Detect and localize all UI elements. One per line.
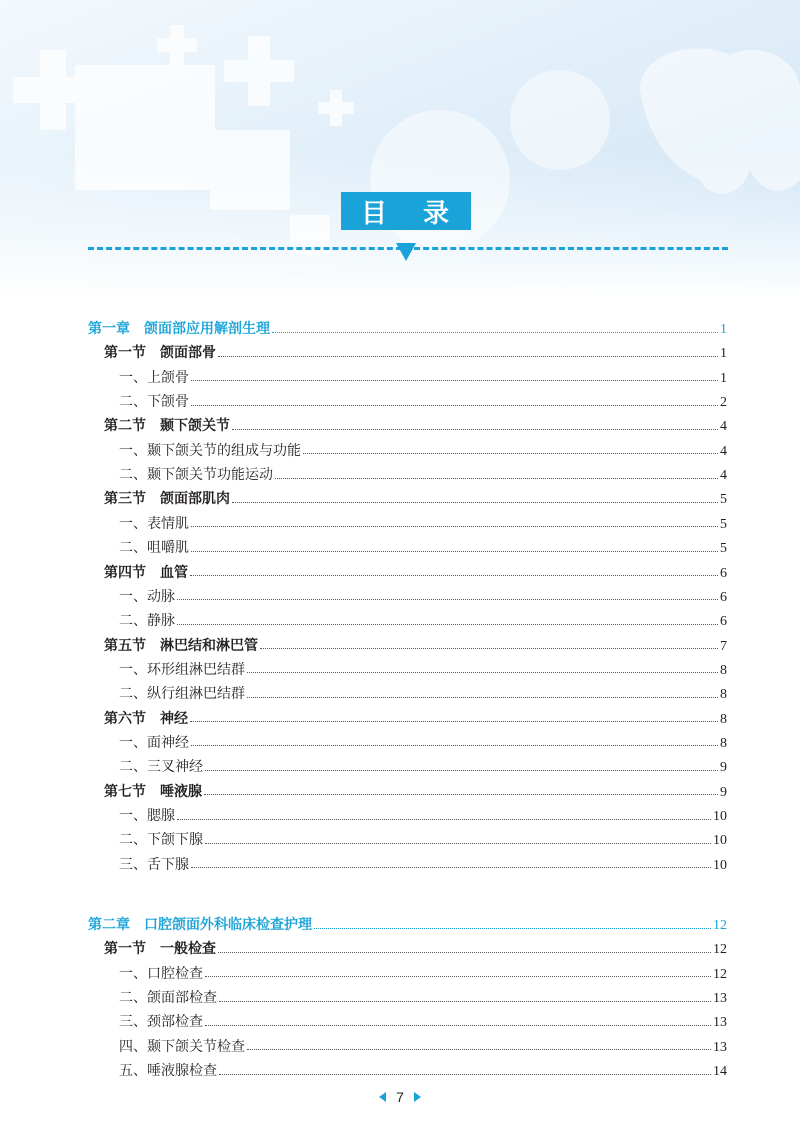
dot-leader <box>303 453 718 454</box>
toc-entry-page: 5 <box>720 492 727 508</box>
toc-entry-label: 二、下颌下腺 <box>119 832 203 849</box>
previous-page-icon[interactable] <box>379 1092 386 1102</box>
toc-entry-label: 第七节 唾液腺 <box>104 783 202 800</box>
toc-section-entry[interactable] <box>104 342 727 364</box>
toc-entry-page: 13 <box>713 991 727 1007</box>
toc-item-entry[interactable] <box>119 963 727 985</box>
toc-entry-page: 10 <box>713 833 727 849</box>
dot-leader <box>232 502 718 503</box>
toc-entry-label: 二、咀嚼肌 <box>119 540 189 557</box>
toc-item-entry[interactable] <box>119 987 727 1009</box>
dot-leader <box>205 843 711 844</box>
toc-chapter-entry[interactable] <box>88 318 727 340</box>
dot-leader <box>272 332 718 333</box>
page-number: 7 <box>396 1089 404 1105</box>
toc-entry-label: 第一节 颌面部骨 <box>104 345 216 362</box>
dot-leader <box>177 819 711 820</box>
dot-leader <box>247 672 718 673</box>
toc-entry-label: 一、上颌骨 <box>119 369 189 386</box>
dot-leader <box>205 976 711 977</box>
dot-leader <box>247 1049 711 1050</box>
toc-entry-page: 9 <box>720 784 727 800</box>
toc-title <box>341 192 471 230</box>
toc-entry-label: 二、静脉 <box>119 613 175 630</box>
toc-entry-label: 第三节 颌面部肌肉 <box>104 491 230 508</box>
dot-leader <box>205 1025 711 1026</box>
dot-leader <box>232 429 718 430</box>
toc-item-entry[interactable] <box>119 391 727 413</box>
toc-item-entry[interactable] <box>119 683 727 705</box>
toc-entry-page: 8 <box>720 735 727 751</box>
toc-entry-label: 二、三叉神经 <box>119 759 203 776</box>
dot-leader <box>218 952 711 953</box>
toc-entry-label: 三、颈部检查 <box>119 1014 203 1031</box>
dot-leader <box>190 575 718 576</box>
toc-entry-label: 一、颞下颌关节的组成与功能 <box>119 442 301 459</box>
toc-entry-label: 五、唾液腺检查 <box>119 1063 217 1080</box>
toc-entry-page: 8 <box>720 662 727 678</box>
toc-entry-label: 一、环形组淋巴结群 <box>119 661 245 678</box>
dot-leader <box>191 405 718 406</box>
toc-item-entry[interactable] <box>119 805 727 827</box>
toc-entry-label: 二、纵行组淋巴结群 <box>119 686 245 703</box>
toc-entry-page: 4 <box>720 468 727 484</box>
dot-leader <box>191 551 718 552</box>
toc-item-entry[interactable] <box>119 1011 727 1033</box>
dot-leader <box>191 745 718 746</box>
toc-entry-page: 9 <box>720 760 727 776</box>
toc-entry-page: 12 <box>713 966 727 982</box>
toc-section-entry[interactable] <box>104 415 727 437</box>
toc-item-entry[interactable] <box>119 464 727 486</box>
toc-entry-page: 7 <box>720 638 727 654</box>
toc-item-entry[interactable] <box>119 610 727 632</box>
dot-leader <box>177 599 718 600</box>
toc-entry-page: 13 <box>713 1039 727 1055</box>
toc-title-left: 目 <box>361 198 390 229</box>
dot-leader <box>218 356 718 357</box>
toc-item-entry[interactable] <box>119 367 727 389</box>
toc-entry-page: 5 <box>720 516 727 532</box>
toc-section-entry[interactable] <box>104 708 727 730</box>
toc-entry-page: 1 <box>720 322 727 337</box>
toc-entry-page: 10 <box>713 809 727 824</box>
toc-item-entry[interactable] <box>119 1036 727 1058</box>
toc-entry-label: 四、颞下颌关节检查 <box>119 1038 245 1055</box>
toc-title-right: 录 <box>422 198 451 229</box>
page-footer <box>0 1087 800 1107</box>
toc-entry-label: 一、面神经 <box>119 734 189 751</box>
toc-entry-label: 第二章 口腔颌面外科临床检查护理 <box>88 917 312 934</box>
dot-leader <box>219 1001 711 1002</box>
dot-leader <box>190 721 718 722</box>
toc-item-entry[interactable] <box>119 513 727 535</box>
toc-entry-page: 12 <box>713 918 727 934</box>
toc-entry-label: 第一节 一般检查 <box>104 941 216 958</box>
toc-item-entry[interactable] <box>119 440 727 462</box>
toc-entry-page: 12 <box>713 942 727 958</box>
toc-entry-page: 6 <box>720 565 727 581</box>
toc-entry-label: 一、动脉 <box>119 588 175 605</box>
dot-leader <box>314 928 711 929</box>
toc-section-entry[interactable] <box>104 488 727 510</box>
toc-entry-label: 二、颌面部检查 <box>119 990 217 1007</box>
toc-item-entry[interactable] <box>119 732 727 754</box>
toc-entry-page: 8 <box>720 687 727 703</box>
dot-leader <box>204 794 718 795</box>
toc-entry-page: 4 <box>720 419 727 435</box>
toc-section-entry[interactable] <box>104 635 727 657</box>
toc-entry-label: 三、舌下腺 <box>119 856 189 873</box>
toc-entry-label: 第六节 神经 <box>104 710 188 727</box>
dot-leader <box>191 867 711 868</box>
dot-leader <box>191 380 718 381</box>
toc-chapter-entry[interactable] <box>88 914 727 936</box>
toc-entry-label: 二、下颌骨 <box>119 394 189 411</box>
toc-entry-page: 1 <box>720 346 727 362</box>
toc-section-entry[interactable] <box>104 562 727 584</box>
toc-item-entry[interactable] <box>119 659 727 681</box>
dot-leader <box>260 648 718 649</box>
toc-entry-label: 第一章 颌面部应用解剖生理 <box>88 321 270 337</box>
toc-entry-page: 13 <box>713 1015 727 1031</box>
toc-entry-page: 4 <box>720 443 727 459</box>
dot-leader <box>247 697 718 698</box>
toc-entry-page: 6 <box>720 589 727 605</box>
dot-leader <box>275 478 718 479</box>
toc-item-entry[interactable] <box>119 756 727 778</box>
toc-entry-page: 1 <box>720 370 727 386</box>
toc-entry-page: 14 <box>713 1064 727 1080</box>
toc-item-entry[interactable] <box>119 854 727 876</box>
toc-section-entry[interactable] <box>104 938 727 960</box>
toc-entry-page: 10 <box>713 857 727 873</box>
toc-entry-label: 一、腮腺 <box>119 808 175 824</box>
dot-leader <box>177 624 718 625</box>
toc-item-entry[interactable] <box>119 829 727 851</box>
toc-entry-page: 5 <box>720 541 727 557</box>
toc-entry-label: 一、口腔检查 <box>119 965 203 982</box>
toc-entry-label: 一、表情肌 <box>119 515 189 532</box>
dot-leader <box>205 770 718 771</box>
divider-arrow-icon <box>396 243 416 261</box>
toc-entry-page: 2 <box>720 395 727 411</box>
toc-entry-label: 第二节 颞下颌关节 <box>104 418 230 435</box>
toc-section-entry[interactable] <box>104 781 727 803</box>
toc-item-entry[interactable] <box>119 537 727 559</box>
toc-entry-page: 8 <box>720 711 727 727</box>
toc-entry-label: 第四节 血管 <box>104 564 188 581</box>
toc-item-entry[interactable] <box>119 1060 727 1082</box>
toc-entry-page: 6 <box>720 614 727 630</box>
toc-item-entry[interactable] <box>119 586 727 608</box>
next-page-icon[interactable] <box>414 1092 421 1102</box>
toc-entry-label: 二、颞下颌关节功能运动 <box>119 467 273 484</box>
dot-leader <box>219 1074 711 1075</box>
dot-leader <box>191 526 718 527</box>
toc-entry-label: 第五节 淋巴结和淋巴管 <box>104 637 258 654</box>
